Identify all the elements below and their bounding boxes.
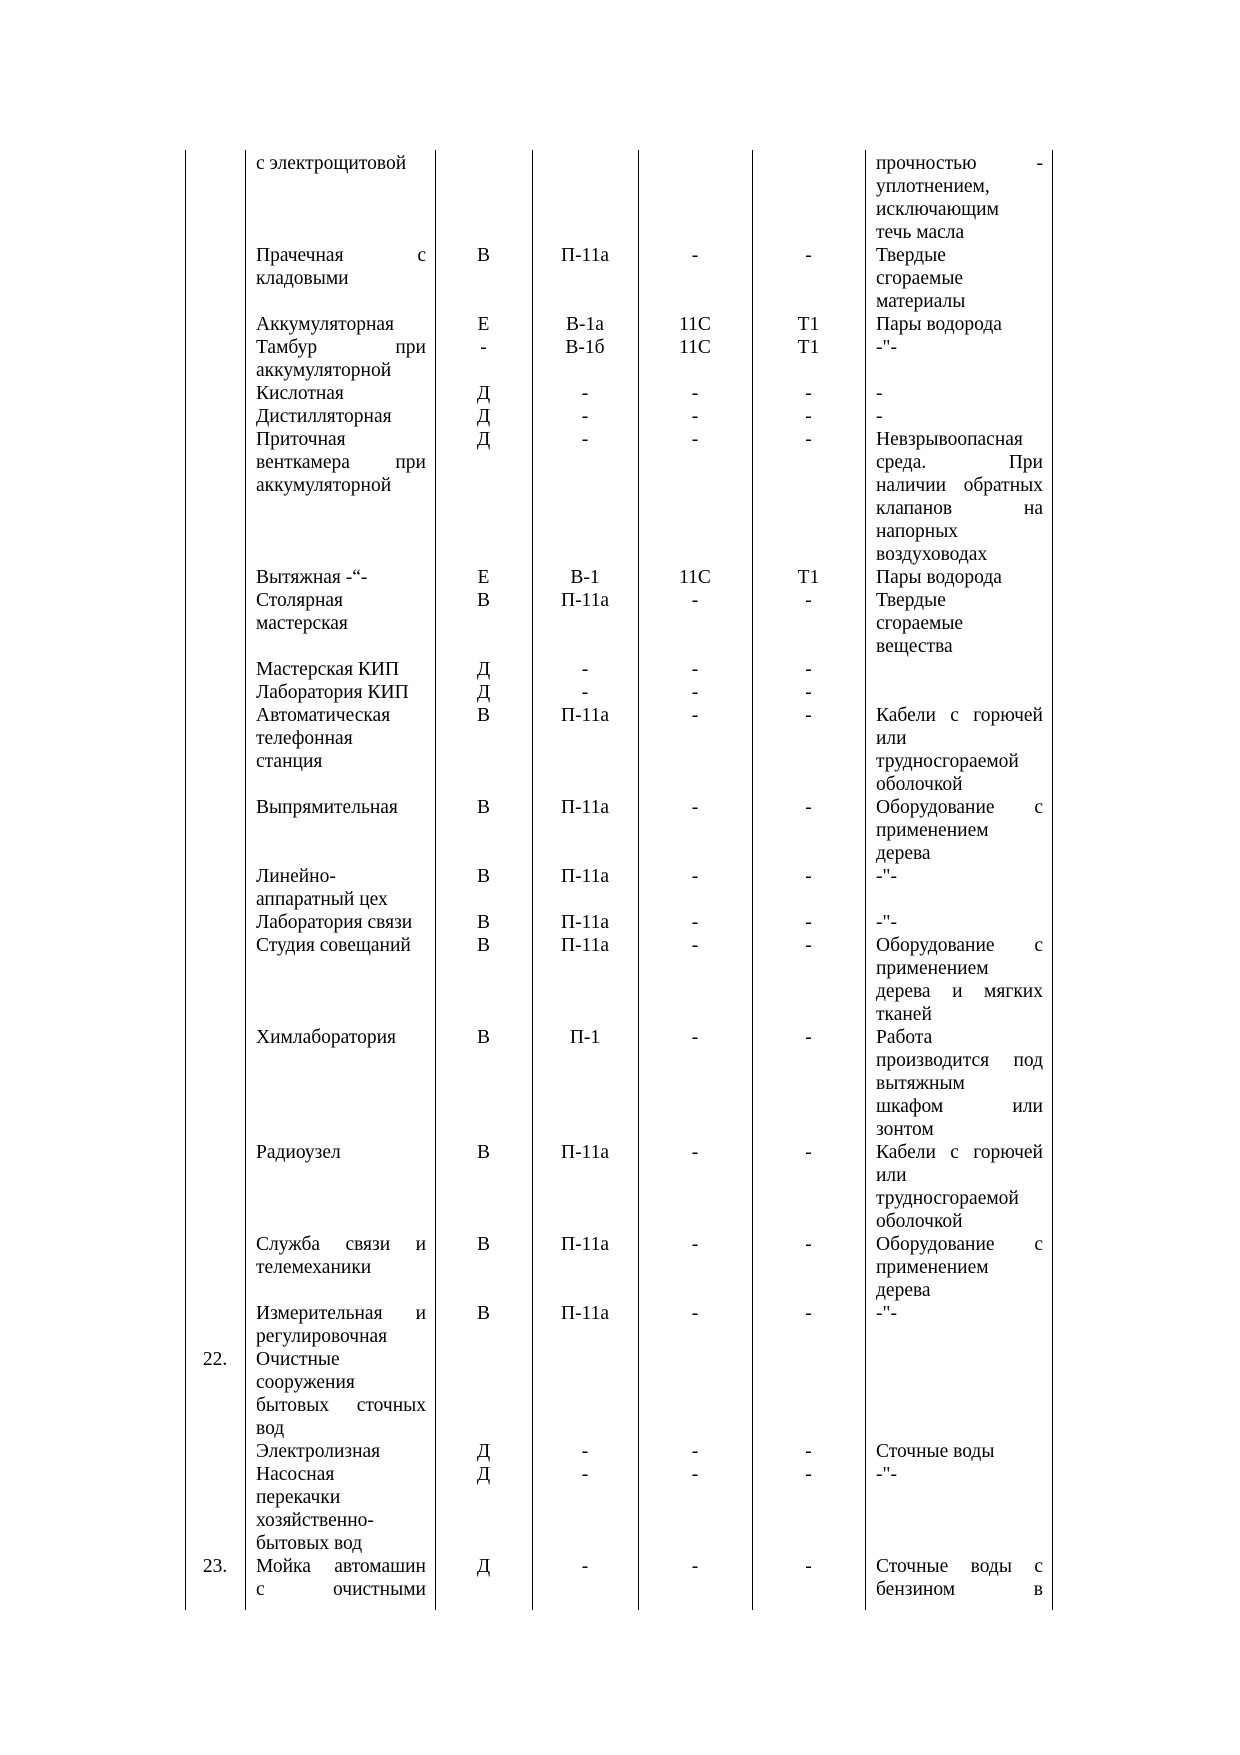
room-name: Автоматическая — [256, 705, 391, 726]
note-text: Оборудование с — [876, 1234, 1043, 1255]
cell-zone: В-1 — [570, 567, 600, 588]
cell-cat: Д — [476, 1464, 491, 1485]
cell-cat: В — [476, 705, 490, 726]
cell-cat: В — [476, 590, 490, 611]
note-text: клапанов на — [876, 498, 1043, 519]
cell-cat: В — [476, 912, 490, 933]
note-text: Кабели с горючей — [876, 705, 1043, 726]
note-text: -"- — [876, 1464, 897, 1485]
room-name: Электролизная — [256, 1441, 381, 1462]
room-name: Насосная — [256, 1464, 335, 1485]
cell-group: - — [691, 935, 699, 956]
note-text: Оборудование с — [876, 935, 1043, 956]
room-name: хозяйственно- — [256, 1510, 374, 1531]
cell-zone: П-11а — [560, 245, 609, 266]
cell-temp: - — [805, 1142, 812, 1163]
cell-zone: П-1 — [569, 1027, 601, 1048]
cell-zone: - — [581, 406, 589, 427]
cell-temp: Т1 — [797, 567, 820, 588]
note-text: сгораемые — [876, 268, 964, 289]
cell-cat: Д — [476, 659, 491, 680]
note-text: Невзрывоопасная — [876, 429, 1023, 450]
note-text: Кабели с горючей — [876, 1142, 1043, 1163]
note-text: материалы — [876, 291, 966, 312]
table-column-border — [185, 150, 186, 1610]
note-text: дерева — [876, 843, 931, 864]
cell-zone: П-11а — [560, 705, 609, 726]
room-name: Выпрямительная — [256, 797, 398, 818]
room-name: Химлаборатория — [256, 1027, 396, 1048]
room-name: Дистилляторная — [256, 406, 392, 427]
cell-zone: В-1а — [566, 314, 604, 335]
cell-zone: П-11а — [560, 1142, 609, 1163]
cell-temp: - — [805, 797, 812, 818]
room-name: Аккумуляторная — [256, 314, 395, 335]
cell-cat: Д — [476, 383, 491, 404]
note-text: трудносгораемой — [876, 751, 1019, 772]
cell-group: - — [691, 406, 699, 427]
note-text: - — [876, 383, 883, 404]
room-name: Приточная — [256, 429, 346, 450]
cell-cat: В — [476, 797, 490, 818]
note-text: шкафом или — [876, 1096, 1043, 1117]
room-name: бытовых сточных — [256, 1395, 426, 1416]
cell-temp: Т1 — [797, 337, 820, 358]
note-text: Пары водорода — [876, 314, 1002, 335]
cell-group: - — [691, 1142, 699, 1163]
cell-cat: В — [476, 245, 490, 266]
cell-cat: - — [480, 337, 487, 358]
cell-temp: - — [805, 1441, 812, 1462]
cell-temp: - — [805, 682, 812, 703]
room-name: Столярная — [256, 590, 344, 611]
note-text: среда. При — [876, 452, 1043, 473]
room-name: сооружения — [256, 1372, 355, 1393]
cell-temp: - — [805, 429, 812, 450]
room-name: Вытяжная -“- — [256, 567, 368, 588]
room-name: станция — [256, 751, 323, 772]
room-name: бытовых вод — [256, 1533, 363, 1554]
note-text: прочностью - — [876, 153, 1043, 174]
room-name: Прачечная с — [256, 245, 426, 266]
note-text: уплотнением, — [876, 176, 990, 197]
cell-group: - — [691, 1027, 699, 1048]
cell-zone: - — [581, 1556, 589, 1577]
room-name: Лаборатория КИП — [256, 682, 409, 703]
note-text: вещества — [876, 636, 953, 657]
note-text: - — [876, 406, 883, 427]
cell-group: - — [691, 1303, 699, 1324]
note-text: Оборудование с — [876, 797, 1043, 818]
note-text: исключающим — [876, 199, 999, 220]
cell-zone: - — [581, 1441, 589, 1462]
note-text: сгораемые — [876, 613, 964, 634]
note-text: трудносгораемой — [876, 1188, 1019, 1209]
note-text: Пары водорода — [876, 567, 1002, 588]
room-name: Мойка автомашин — [256, 1556, 426, 1577]
room-name: аккумуляторной — [256, 360, 392, 381]
cell-group: - — [691, 245, 699, 266]
note-text: -"- — [876, 337, 897, 358]
cell-group: - — [691, 705, 699, 726]
cell-zone: В-1б — [565, 337, 605, 358]
room-name: с электрощитовой — [256, 153, 407, 174]
cell-temp: - — [805, 935, 812, 956]
room-name: Служба связи и — [256, 1234, 426, 1255]
cell-cat: Д — [476, 406, 491, 427]
cell-zone: П-11а — [560, 1234, 609, 1255]
note-text: течь масла — [876, 222, 965, 243]
note-text: -"- — [876, 1303, 897, 1324]
cell-temp: - — [805, 1027, 812, 1048]
cell-zone: П-11а — [560, 797, 609, 818]
cell-temp: - — [805, 590, 812, 611]
cell-zone: - — [581, 383, 589, 404]
cell-cat: В — [476, 866, 490, 887]
cell-zone: - — [581, 429, 589, 450]
note-text: Твердые — [876, 245, 946, 266]
room-name: кладовыми — [256, 268, 349, 289]
room-name: Линейно- — [256, 866, 336, 887]
cell-temp: - — [805, 866, 812, 887]
room-name: Измерительная и — [256, 1303, 426, 1324]
cell-cat: Д — [476, 1441, 491, 1462]
cell-group: 11С — [679, 337, 711, 358]
room-name: Мастерская КИП — [256, 659, 400, 680]
cell-temp: - — [805, 1464, 812, 1485]
note-text: применением — [876, 1257, 989, 1278]
cell-temp: - — [805, 912, 812, 933]
note-text: дерева и мягких — [876, 981, 1043, 1002]
room-name: аккумуляторной — [256, 475, 392, 496]
note-text: -"- — [876, 866, 897, 887]
cell-temp: Т1 — [797, 314, 820, 335]
cell-cat: В — [476, 1303, 490, 1324]
cell-cat: В — [476, 1234, 490, 1255]
cell-group: - — [691, 1464, 699, 1485]
note-text: Твердые — [876, 590, 946, 611]
cell-group: - — [691, 383, 699, 404]
note-text: производится под — [876, 1050, 1043, 1071]
room-name: перекачки — [256, 1487, 341, 1508]
cell-zone: П-11а — [560, 1303, 609, 1324]
cell-temp: - — [805, 705, 812, 726]
room-name: телемеханики — [256, 1257, 372, 1278]
note-text: Работа — [876, 1027, 933, 1048]
room-name: с очистными — [256, 1579, 426, 1600]
cell-group: - — [691, 429, 699, 450]
note-text: вытяжным — [876, 1073, 965, 1094]
room-name: венткамера при — [256, 452, 426, 473]
cell-group: - — [691, 1234, 699, 1255]
note-text: напорных — [876, 521, 959, 542]
cell-zone: - — [581, 1464, 589, 1485]
cell-cat: В — [476, 1027, 490, 1048]
table-column-border — [245, 150, 246, 1610]
cell-temp: - — [805, 1303, 812, 1324]
cell-zone: - — [581, 659, 589, 680]
row-number: 23. — [202, 1556, 228, 1577]
table-column-border — [865, 150, 866, 1610]
cell-group: - — [691, 1441, 699, 1462]
cell-zone: - — [581, 682, 589, 703]
cell-temp: - — [805, 659, 812, 680]
note-text: дерева — [876, 1280, 931, 1301]
note-text: или — [876, 1165, 907, 1186]
cell-group: - — [691, 590, 699, 611]
note-text: тканей — [876, 1004, 932, 1025]
cell-group: - — [691, 912, 699, 933]
cell-group: - — [691, 1556, 699, 1577]
cell-cat: Е — [477, 567, 490, 588]
note-text: воздуховодах — [876, 544, 988, 565]
cell-group: - — [691, 659, 699, 680]
note-text: оболочкой — [876, 774, 963, 795]
note-text: применением — [876, 820, 989, 841]
cell-cat: Д — [476, 429, 491, 450]
room-name: мастерская — [256, 613, 348, 634]
note-text: бензином в — [876, 1579, 1043, 1600]
cell-cat: Д — [476, 1556, 491, 1577]
cell-zone: П-11а — [560, 935, 609, 956]
cell-group: - — [691, 797, 699, 818]
room-name: регулировочная — [256, 1326, 388, 1347]
cell-zone: П-11а — [560, 590, 609, 611]
room-name: Лаборатория связи — [256, 912, 413, 933]
note-text: применением — [876, 958, 989, 979]
room-name: аппаратный цех — [256, 889, 388, 910]
cell-group: - — [691, 866, 699, 887]
room-name: Радиоузел — [256, 1142, 341, 1163]
room-name: Кислотная — [256, 383, 344, 404]
note-text: Сточные воды с — [876, 1556, 1043, 1577]
note-text: -"- — [876, 912, 897, 933]
room-name: Студия совещаний — [256, 935, 411, 956]
row-number: 22. — [202, 1349, 228, 1370]
note-text: зонтом — [876, 1119, 934, 1140]
cell-temp: - — [805, 406, 812, 427]
room-name: Очистные — [256, 1349, 340, 1370]
cell-zone: П-11а — [560, 866, 609, 887]
cell-zone: П-11а — [560, 912, 609, 933]
cell-cat: В — [476, 935, 490, 956]
table-column-border — [1052, 150, 1053, 1610]
note-text: наличии обратных — [876, 475, 1043, 496]
cell-group: 11С — [679, 567, 711, 588]
cell-cat: Д — [476, 682, 491, 703]
room-name: вод — [256, 1418, 285, 1439]
room-name: Тамбур при — [256, 337, 426, 358]
room-name: телефонная — [256, 728, 353, 749]
note-text: Сточные воды — [876, 1441, 995, 1462]
cell-group: 11С — [679, 314, 711, 335]
cell-group: - — [691, 682, 699, 703]
cell-temp: - — [805, 1234, 812, 1255]
cell-temp: - — [805, 1556, 812, 1577]
note-text: или — [876, 728, 907, 749]
cell-cat: В — [476, 1142, 490, 1163]
cell-cat: Е — [477, 314, 490, 335]
cell-temp: - — [805, 245, 812, 266]
cell-temp: - — [805, 383, 812, 404]
note-text: оболочкой — [876, 1211, 963, 1232]
